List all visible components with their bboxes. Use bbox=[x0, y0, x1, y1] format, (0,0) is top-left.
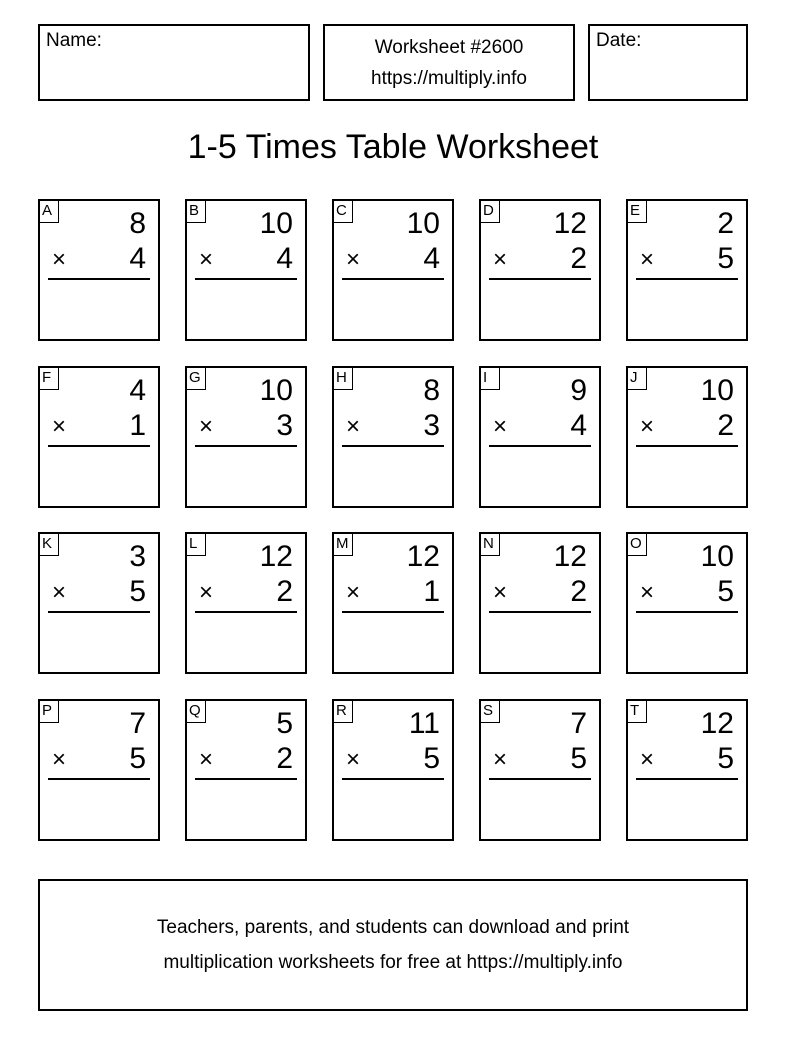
multiplier: 2 bbox=[570, 575, 587, 608]
multiplicand: 10 bbox=[700, 540, 734, 573]
problem-label: P bbox=[40, 701, 59, 723]
problem-card bbox=[479, 366, 601, 508]
multiplier: 5 bbox=[717, 242, 734, 275]
problem-label: N bbox=[481, 534, 500, 556]
answer-line bbox=[636, 445, 738, 447]
answer-line bbox=[489, 445, 591, 447]
worksheet-number: Worksheet #2600 bbox=[374, 36, 524, 58]
problem-label: F bbox=[40, 368, 59, 390]
problem-card bbox=[479, 699, 601, 841]
multiplier: 2 bbox=[276, 742, 293, 775]
times-sign: × bbox=[640, 579, 655, 606]
worksheet-url: https://multiply.info bbox=[371, 67, 527, 89]
multiplicand: 3 bbox=[129, 540, 146, 573]
times-sign: × bbox=[493, 746, 508, 773]
problem-card bbox=[38, 532, 160, 674]
answer-line bbox=[48, 445, 150, 447]
name-label: Name: bbox=[46, 30, 102, 51]
multiplicand: 8 bbox=[129, 207, 146, 240]
problem-card bbox=[626, 699, 748, 841]
problem-card bbox=[185, 699, 307, 841]
problem-label: T bbox=[628, 701, 647, 723]
problem-label: K bbox=[40, 534, 59, 556]
times-sign: × bbox=[493, 579, 508, 606]
answer-line bbox=[489, 611, 591, 613]
problem-label: J bbox=[628, 368, 647, 390]
problem-label: R bbox=[334, 701, 353, 723]
multiplier: 4 bbox=[423, 242, 440, 275]
problem-card bbox=[479, 532, 601, 674]
multiplicand: 12 bbox=[406, 540, 440, 573]
multiplicand: 7 bbox=[129, 707, 146, 740]
answer-line bbox=[489, 778, 591, 780]
multiplier: 3 bbox=[276, 409, 293, 442]
problem-label: B bbox=[187, 201, 206, 223]
times-sign: × bbox=[52, 746, 67, 773]
answer-line bbox=[195, 278, 297, 280]
times-sign: × bbox=[52, 579, 67, 606]
times-sign: × bbox=[346, 246, 361, 273]
times-sign: × bbox=[52, 246, 67, 273]
problem-card bbox=[332, 699, 454, 841]
date-field-box bbox=[588, 24, 748, 101]
multiplicand: 12 bbox=[553, 540, 587, 573]
multiplier: 5 bbox=[129, 742, 146, 775]
multiplier: 4 bbox=[276, 242, 293, 275]
multiplicand: 5 bbox=[276, 707, 293, 740]
problem-label: O bbox=[628, 534, 647, 556]
multiplier: 2 bbox=[570, 242, 587, 275]
multiplier: 4 bbox=[129, 242, 146, 275]
multiplier: 5 bbox=[717, 742, 734, 775]
problem-card bbox=[626, 366, 748, 508]
multiplicand: 10 bbox=[700, 374, 734, 407]
problem-label: C bbox=[334, 201, 353, 223]
multiplicand: 12 bbox=[259, 540, 293, 573]
multiplier: 5 bbox=[129, 575, 146, 608]
answer-line bbox=[342, 611, 444, 613]
answer-line bbox=[48, 611, 150, 613]
problem-label: Q bbox=[187, 701, 206, 723]
multiplicand: 12 bbox=[700, 707, 734, 740]
times-sign: × bbox=[346, 413, 361, 440]
footer-line-2: multiplication worksheets for free at https://multiply.info bbox=[163, 952, 623, 973]
problem-label: L bbox=[187, 534, 206, 556]
times-sign: × bbox=[199, 413, 214, 440]
times-sign: × bbox=[493, 246, 508, 273]
footer-box bbox=[38, 879, 748, 1011]
problem-label: D bbox=[481, 201, 500, 223]
name-field-box bbox=[38, 24, 310, 101]
multiplier: 3 bbox=[423, 409, 440, 442]
problem-label: I bbox=[481, 368, 500, 390]
problem-card bbox=[479, 199, 601, 341]
problem-label: M bbox=[334, 534, 353, 556]
multiplicand: 10 bbox=[259, 207, 293, 240]
answer-line bbox=[636, 278, 738, 280]
problem-card bbox=[38, 699, 160, 841]
multiplicand: 11 bbox=[408, 707, 440, 740]
answer-line bbox=[342, 778, 444, 780]
multiplier: 5 bbox=[423, 742, 440, 775]
date-label: Date: bbox=[596, 30, 642, 51]
multiplier: 2 bbox=[717, 409, 734, 442]
multiplicand: 2 bbox=[717, 207, 734, 240]
times-sign: × bbox=[346, 579, 361, 606]
multiplicand: 8 bbox=[423, 374, 440, 407]
multiplier: 2 bbox=[276, 575, 293, 608]
multiplier: 1 bbox=[129, 409, 146, 442]
multiplier: 4 bbox=[570, 409, 587, 442]
problem-label: G bbox=[187, 368, 206, 390]
times-sign: × bbox=[52, 413, 67, 440]
multiplicand: 12 bbox=[553, 207, 587, 240]
times-sign: × bbox=[199, 246, 214, 273]
answer-line bbox=[342, 278, 444, 280]
answer-line bbox=[195, 778, 297, 780]
times-sign: × bbox=[640, 746, 655, 773]
problem-card bbox=[185, 199, 307, 341]
problem-card bbox=[185, 532, 307, 674]
problem-label: S bbox=[481, 701, 500, 723]
times-sign: × bbox=[346, 746, 361, 773]
problem-label: E bbox=[628, 201, 647, 223]
multiplicand: 4 bbox=[129, 374, 146, 407]
footer-line-1: Teachers, parents, and students can download and print bbox=[156, 917, 630, 938]
answer-line bbox=[195, 445, 297, 447]
multiplier: 5 bbox=[717, 575, 734, 608]
problem-card bbox=[332, 199, 454, 341]
problem-card bbox=[185, 366, 307, 508]
multiplier: 5 bbox=[570, 742, 587, 775]
times-sign: × bbox=[199, 579, 214, 606]
problem-card bbox=[332, 532, 454, 674]
answer-line bbox=[636, 611, 738, 613]
multiplicand: 7 bbox=[570, 707, 587, 740]
page-title: 1-5 Times Table Worksheet bbox=[187, 128, 599, 166]
problem-card bbox=[626, 532, 748, 674]
problem-label: H bbox=[334, 368, 353, 390]
multiplicand: 10 bbox=[406, 207, 440, 240]
times-sign: × bbox=[199, 746, 214, 773]
problem-card bbox=[38, 366, 160, 508]
multiplicand: 9 bbox=[570, 374, 587, 407]
problem-card bbox=[38, 199, 160, 341]
times-sign: × bbox=[640, 246, 655, 273]
multiplicand: 10 bbox=[259, 374, 293, 407]
multiplier: 1 bbox=[423, 575, 440, 608]
times-sign: × bbox=[493, 413, 508, 440]
problem-label: A bbox=[40, 201, 59, 223]
problem-card bbox=[626, 199, 748, 341]
answer-line bbox=[636, 778, 738, 780]
answer-line bbox=[48, 778, 150, 780]
worksheet-info-box bbox=[323, 24, 575, 101]
answer-line bbox=[342, 445, 444, 447]
answer-line bbox=[48, 278, 150, 280]
answer-line bbox=[489, 278, 591, 280]
problem-card bbox=[332, 366, 454, 508]
times-sign: × bbox=[640, 413, 655, 440]
answer-line bbox=[195, 611, 297, 613]
